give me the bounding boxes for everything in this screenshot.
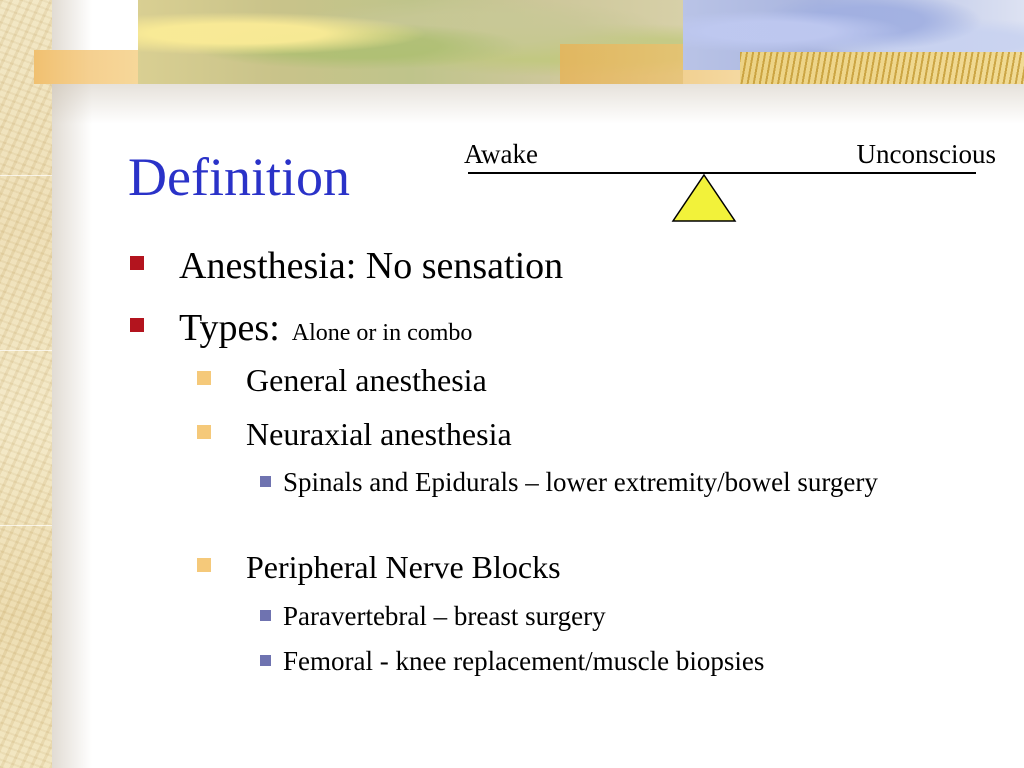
list-item-text: Spinals and Epidurals – lower extremity/bowel surgery: [283, 467, 878, 497]
list-item: [260, 464, 943, 500]
square-bullet-icon: [197, 558, 211, 572]
list-item-text: General anesthesia: [246, 362, 487, 398]
square-bullet-icon: [197, 371, 211, 385]
list-item-text: Femoral - knee replacement/muscle biopsies: [283, 646, 765, 676]
list-item-text: Neuraxial anesthesia: [246, 416, 512, 452]
list-item-text: Peripheral Nerve Blocks: [246, 549, 561, 585]
list-item-text: Paravertebral – breast surgery: [283, 601, 606, 631]
list-item: [260, 643, 943, 679]
square-bullet-icon: [260, 610, 271, 621]
slide-title: Definition: [128, 147, 350, 207]
list-item-note: Alone or in combo: [291, 320, 473, 346]
list-item: [197, 549, 561, 586]
square-bullet-icon: [197, 425, 211, 439]
balance-right-label: Unconscious: [856, 139, 996, 169]
list-item-text: Types:: [179, 307, 280, 349]
square-bullet-icon: [130, 318, 144, 332]
list-item: [130, 306, 472, 350]
list-item-text: Anesthesia: No sensation: [179, 245, 564, 287]
balance-left-label: Awake: [464, 139, 538, 169]
list-item: [130, 244, 563, 288]
list-item: [197, 416, 512, 453]
square-bullet-icon: [260, 655, 271, 666]
square-bullet-icon: [260, 476, 271, 487]
list-item: [260, 598, 943, 634]
square-bullet-icon: [130, 256, 144, 270]
list-item: [197, 362, 487, 399]
